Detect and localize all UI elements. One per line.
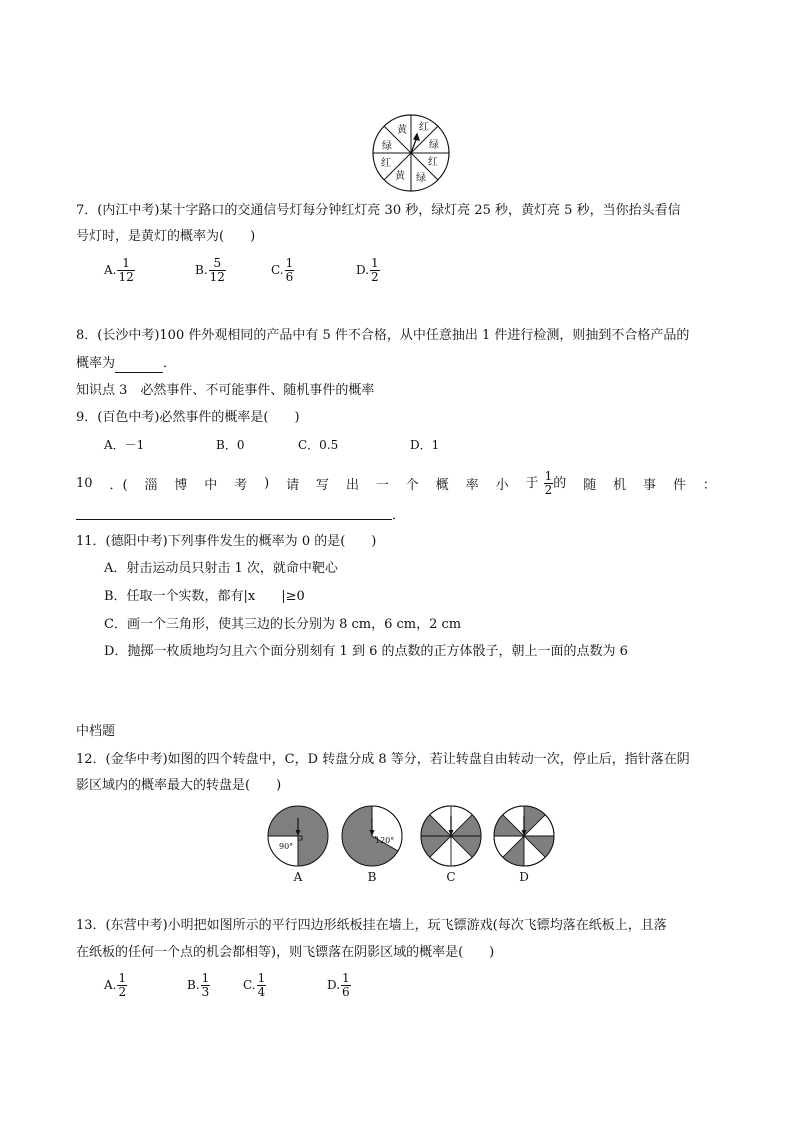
traffic-light-spinner [370, 113, 452, 193]
q7-option-a: A. $\frac{1}{12}$ [104, 256, 134, 284]
q13-stem-line1: 13．(东营中考)小明把如图所示的平行四边形纸板挂在墙上，玩飞镖游戏(每次飞镖均落在纸板上，且落 [76, 918, 667, 933]
spinner-a [268, 806, 328, 884]
q9-option-c: C．0.5 [298, 438, 339, 452]
q11-option-a: A．射击运动员只射击 1 次，就命中靶心 [104, 561, 338, 576]
q8-stem-line1: 8．(长沙中考)100 件外观相同的产品中有 5 件不合格，从中任意抽出 1 件进行检测，则抽到不合格产品的 [76, 328, 690, 343]
spinners-figure [262, 800, 558, 888]
q13-stem-line2: 在纸板的任何一个点的机会都相等)，则飞镖落在阴影区域的概率是( ) [76, 945, 495, 960]
spinner-c [421, 806, 481, 884]
q13-option-c: C. $\frac{1}{4}$ [243, 971, 266, 999]
spinner-label: 红 [419, 122, 429, 133]
spinner-label-c: C [446, 870, 456, 884]
q12-stem-line2: 影区域内的概率最大的转盘是( ) [76, 778, 282, 793]
spinner-label: 绿 [429, 140, 439, 151]
spinner-label-d: D [519, 870, 529, 884]
q13-option-a: A. $\frac{1}{2}$ [104, 971, 127, 999]
spinner-label: 红 [381, 158, 391, 169]
angle-label-b: 120° [375, 836, 395, 845]
knowledge-point-heading: 知识点 3 必然事件、不可能事件、随机事件的概率 [76, 383, 375, 398]
spinner-label: 红 [428, 157, 438, 168]
q11-stem: 11．(德阳中考)下列事件发生的概率为 0 的是( ) [76, 534, 377, 549]
q11-option-d: D．抛掷一枚质地均匀且六个面分别刻有 1 到 6 的点数的正方体骰子，朝上一面的点数为 6 [104, 644, 628, 659]
q9-option-a: A．－1 [104, 438, 145, 452]
q8-answer-blank [115, 358, 163, 373]
spinner-label: 黄 [395, 171, 405, 182]
spinner-label-b: B [367, 870, 377, 884]
q7-option-b: B. $\frac{5}{12}$ [195, 256, 225, 284]
q7-option-d: D. $\frac{1}{2}$ [356, 256, 379, 284]
q8-stem-line2: 概率为 ． [76, 356, 177, 371]
q13-option-d: D. $\frac{1}{6}$ [327, 971, 350, 999]
q13-option-b: B. $\frac{1}{3}$ [187, 971, 210, 999]
q11-option-b: B．任取一个实数，都有|x |≥0 [104, 589, 305, 604]
q10-answer-line [76, 519, 392, 520]
q7-stem-line1: 7．(内江中考)某十字路口的交通信号灯每分钟红灯亮 30 秒，绿灯亮 25 秒，黄灯亮 5 秒，当你抬头看信 [76, 203, 681, 218]
q9-option-b: B．0 [216, 438, 245, 452]
q10-stem: 10 ．( 淄 博 中 考 ) 请 写 出 一 个 概 率 小 于 $\frac{1}{2}$ 的 随 机 事 件 ： [76, 469, 716, 497]
spinner-label: 绿 [382, 141, 392, 152]
q7-option-c: C. $\frac{1}{6}$ [271, 256, 294, 284]
q11-option-c: C．画一个三角形，使其三边的长分别为 8 cm，6 cm，2 cm [104, 617, 462, 632]
q12-stem-line1: 12．(金华中考)如图的四个转盘中，C，D 转盘分成 8 等分，若让转盘自由转动一次，停止后，指针落在阴 [76, 752, 690, 767]
spinner-b [342, 806, 402, 884]
spinner-d [494, 806, 554, 884]
section-heading-medium: 中档题 [76, 724, 116, 739]
spinner-label: 黄 [397, 125, 407, 136]
spinner-label: 绿 [416, 173, 426, 184]
q9-stem: 9．(百色中考)必然事件的概率是( ) [76, 410, 300, 425]
q9-option-d: D．1 [410, 438, 440, 452]
spinner-label-a: A [293, 870, 303, 884]
q7-stem-line2: 号灯时，是黄灯的概率为( ) [76, 229, 256, 244]
angle-label-a: 90° [279, 842, 294, 851]
q10-end-period: ． [392, 508, 406, 523]
